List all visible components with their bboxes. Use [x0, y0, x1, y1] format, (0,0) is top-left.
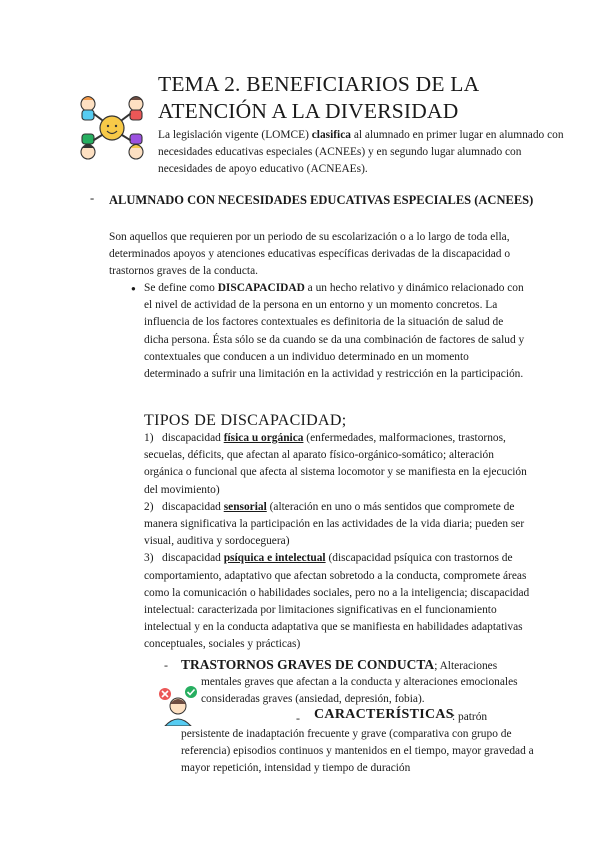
item-keyword: sensorial	[223, 500, 267, 513]
definition-text-pre: Se define como	[144, 282, 218, 294]
tipo-item-1	[144, 430, 532, 499]
intro-text-post: al alumnado en primer lugar en alumnado con necesidades educativas especiales (ACNEEs) y en segundo lugar alumnado con necesidades de apoyo educativo (ACNEAEs).	[158, 129, 564, 176]
discapacidad-definition	[144, 280, 526, 383]
item-prefix: discapacidad	[162, 552, 224, 565]
trastornos-heading-line	[181, 656, 551, 675]
item-number: 3)	[144, 552, 154, 565]
trastornos-heading: TRASTORNOS GRAVES DE CONDUCTA	[181, 657, 435, 672]
tipos-heading: TIPOS DE DISCAPACIDAD;	[144, 412, 347, 429]
caracteristicas-paragraph: persistente de inadaptación frecuente y grave (comparativa con grupo de referencia) episodios continuos y mantenidos en el tiempo, mayor gravedad a mayor repetición, intensidad y tiempo de duración	[181, 728, 534, 775]
tipo-item-3	[144, 550, 532, 653]
title-line-2: ATENCIÓN A LA DIVERSIDAD	[158, 99, 459, 123]
item-description: (discapacidad psíquica con trastornos de comportamiento, adaptativo que afectan sobretodo a la conducta, compromete áreas como la comunicación o habilidades sociales, pero no a la inteligencia; discapacidad intelectual: caracterizada por limitaciones significativas en el funcionamiento intelectual y en la conducta adaptativa que se manifiesta en habilidades adaptativas conceptuales, sociales y prácticas)	[144, 552, 530, 651]
trastornos-separator: ;	[434, 660, 440, 672]
tipos-list	[144, 430, 532, 654]
bullet-icon: ●	[131, 284, 136, 293]
definition-text-post: a un hecho relativo y dinámico relacionado con el nivel de actividad de la persona en un entorno y un momento concretos. La influencia de los factores contextuales es definitoria de la situación de salud de dicha persona. Ésta sólo se da cuando se da una combinación de factores de salud y contextuales que conducen a un individuo determinado en un momento determinado a sufrir una limitación en la actividad y restricción en la participación.	[144, 282, 525, 381]
section-dash: -	[90, 191, 95, 205]
item-keyword: física u orgánica	[223, 432, 304, 444]
caracteristicas-heading: CARACTERÍSTICAS	[314, 707, 454, 722]
intro-text-pre: La legislación vigente (LOMCE)	[158, 129, 312, 141]
item-description: (enfermedades, malformaciones, trastornos, secuelas, déficits, que afectan al aparato físico-orgánico-somático; alteración orgánica o funcional que afecta al sistema locomotor y se manifiesta en la ejecución del movimiento)	[144, 432, 527, 496]
caracteristicas-lead: : patrón	[452, 711, 488, 723]
item-number: 2)	[144, 500, 154, 513]
title-line-1: TEMA 2. BENEFICIARIOS DE LA	[158, 72, 480, 96]
section-dash: -	[296, 711, 300, 725]
item-description: (alteración en uno o más sentidos que compromete de manera significativa la participación en las actividades de la vida diaria; pueden ser visual, auditiva y sordoceguera)	[144, 500, 525, 548]
tipo-item-2	[144, 499, 532, 551]
section-dash: -	[164, 658, 168, 672]
trastornos-paragraph: mentales graves que afectan a la conducta y alteraciones emocionales consideradas graves (ansiedad, depresión, fobia).	[201, 676, 518, 706]
intro-keyword: clasifica	[311, 129, 351, 141]
intro-paragraph	[158, 127, 568, 179]
diversity-children-icon	[72, 88, 152, 168]
item-prefix: discapacidad	[162, 500, 224, 513]
page-title	[158, 71, 578, 125]
definition-keyword: DISCAPACIDAD	[217, 282, 305, 294]
acnees-heading: ALUMNADO CON NECESIDADES EDUCATIVAS ESPECIALES (ACNEES)	[109, 193, 534, 207]
item-number: 1)	[144, 432, 154, 444]
acnees-paragraph: Son aquellos que requieren por un periodo de su escolarización o a lo largo de toda ella, determinados apoyos y atenciones educativas específicas derivadas de la discapacidad o trastornos graves de la conducta.	[109, 231, 511, 278]
person-decision-icon	[155, 686, 205, 726]
item-prefix: discapacidad	[162, 432, 224, 444]
trastornos-lead: Alteraciones	[439, 660, 498, 672]
item-keyword: psíquica e intelectual	[223, 552, 326, 565]
